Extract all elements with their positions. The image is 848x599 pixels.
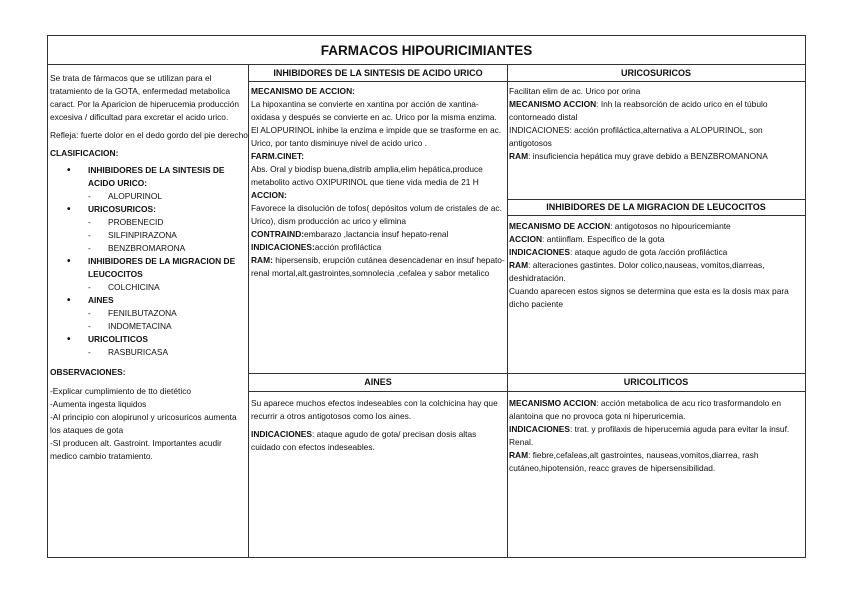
ram-label: RAM: — [251, 255, 273, 265]
drug-item: - FENILBUTAZONA — [88, 307, 248, 320]
group-name: INHIBIDORES DE LA MIGRACION DE LEUCOCITOS — [88, 256, 236, 279]
mecanismo-text: La hipoxantina se convierte en xantina por acción de xantina-oxidasa y después se convierte en ac. Urico por la misma enzima. El ALOPURINOL inhibe la enzima e impide que se trasforme en ac. Urico, por tanto disminuye nivel de acido urico . — [251, 99, 502, 148]
farmcinet-text: Abs. Oral y biodisp buena,distrib amplia,elim hepática,produce metabolito activo OXIPURINOL que tiene vida media de 21 H — [251, 164, 483, 187]
ram-text: : insuficiencia hepática muy grave debido a BENZBROMANONA — [528, 151, 768, 161]
group-sintesis — [88, 164, 248, 203]
observacion-item: -Explicar cumplimiento de tto dietético — [50, 386, 192, 396]
classification-list — [50, 164, 248, 359]
drug-item: - PROBENECID — [88, 216, 248, 229]
indicaciones-text: : trat. y profilaxis de hiperucemia aguda para evitar la insuf. Renal. — [509, 424, 790, 447]
leucocitos-body — [509, 220, 803, 311]
observacion-item: -SI producen alt. Gastroint. Importantes acudir medico cambio tratamiento. — [50, 438, 222, 461]
cell-uricoliticos — [507, 373, 805, 557]
mecanismo-label: MECANISMO ACCION — [509, 99, 597, 109]
indicaciones-text: : ataque agudo de gota/ precisan dosis altas cuidado con efectos indeseables. — [251, 429, 477, 452]
clasificacion-label: CLASIFICACION: — [50, 148, 119, 158]
observacion-item: -Al principio con alopirunol y uricosuricos aumenta los ataques de gota — [50, 412, 237, 435]
mecanismo-label: MECANISMO DE ACCION — [509, 221, 611, 231]
cell-sintesis — [249, 65, 507, 408]
uricosuricos-line1: Facilitan elim de ac. Urico por orina — [509, 86, 641, 96]
column-divider — [507, 65, 508, 557]
ram-label: RAM — [509, 151, 529, 161]
contraind-label: CONTRAIND: — [251, 229, 305, 239]
ram-label: RAM — [509, 260, 529, 270]
drug-list — [88, 190, 248, 203]
uricosuricos-body — [509, 85, 803, 163]
accion-label: ACCION: — [251, 190, 287, 200]
mecanismo-label: MECANISMO ACCION — [509, 398, 597, 408]
header-uricosuricos: URICOSURICOS — [507, 65, 805, 82]
drug-item: - BENZBROMARONA — [88, 242, 248, 255]
sintesis-body — [251, 85, 505, 280]
farmcinet-label: FARM.CINET: — [251, 151, 305, 161]
indicaciones-label: INDICACIONES — [251, 429, 312, 439]
drug-list — [88, 307, 248, 333]
ram-label: RAM — [509, 450, 529, 460]
accion-text: Favorece la disolución de tofos( depósitos volum de cristales de ac. Urico), dism producción ac urico y elimina — [251, 203, 502, 226]
uricoliticos-body — [509, 397, 803, 475]
contraind-text: embarazo ,lactancia insuf hepato-renal — [304, 229, 449, 239]
indicaciones-text: : ataque agudo de gota /acción profiláctica — [569, 247, 728, 257]
drug-item: - INDOMETACINA — [88, 320, 248, 333]
drug-item: - COLCHICINA — [88, 281, 248, 294]
observaciones-list — [50, 385, 248, 463]
group-uricoliticos — [88, 333, 248, 359]
cell-aines — [249, 373, 507, 557]
aines-text: Su aparece muchos efectos indeseables con la colchicina hay que recurrir a otros antigotosos como los aines. — [251, 398, 498, 421]
mecanismo-text: : antigotosos no hipouricemiante — [610, 221, 731, 231]
ram-text: : alteraciones gastintes. Dolor colico,nauseas, vomitos,diarreas, deshidratación. — [509, 260, 765, 283]
header-uricoliticos: URICOLITICOS — [507, 373, 805, 392]
leucocitos-note: Cuando aparecen estos signos se determina que esta es la dosis max para dicho paciente — [509, 286, 789, 309]
left-column — [48, 65, 249, 557]
accion-label: ACCION — [509, 234, 543, 244]
drug-list — [88, 346, 248, 359]
header-aines: AINES — [249, 373, 507, 392]
group-name: INHIBIDORES DE LA SINTESIS DE ACIDO URICO: — [88, 165, 225, 188]
group-uricosuricos — [88, 203, 248, 255]
drug-item: - RASBURICASA — [88, 346, 248, 359]
drug-table — [47, 35, 806, 558]
group-aines — [88, 294, 248, 333]
indicaciones-label: INDICACIONES — [509, 424, 570, 434]
header-sintesis: INHIBIDORES DE LA SINTESIS DE ACIDO URICO — [249, 65, 507, 82]
group-leucocitos — [88, 255, 248, 294]
group-name: URICOSURICOS: — [88, 204, 156, 214]
page-title: FARMACOS HIPOURICIMIANTES — [48, 36, 805, 65]
aines-body — [251, 397, 505, 454]
mecanismo-text: : Inh la reabsorción de acido urico en el túbulo contorneado distal — [509, 99, 768, 122]
indicaciones-label: INDICACIONES: — [251, 242, 315, 252]
drug-item: - SILFINPIRAZONA — [88, 229, 248, 242]
intro-text: Se trata de fármacos que se utilizan para el tratamiento de la GOTA, enfermedad metabolica caract. Por la Aparicion de hiperucemia producción excesiva / dificultad para excretar el acido urico. — [50, 73, 240, 122]
header-leucocitos: INHIBIDORES DE LA MIGRACION DE LEUCOCITOS — [507, 199, 805, 216]
indicaciones-text: acción profiláctica — [314, 242, 382, 252]
ram-text: hipersensib, erupción cutánea desencadenar en insuf hepato-renal mortal,alt.gastrointes,somnolecia ,cefalea y sabor metalico — [251, 255, 505, 278]
drug-item: - ALOPURINOL — [88, 190, 248, 203]
ram-text: : fiebre,cefaleas,alt gastrointes, nauseas,vomitos,diarrea, rash cutáneo,hipotensión, reacc graves de hipersensibilidad. — [509, 450, 759, 473]
drug-list — [88, 216, 248, 255]
indicaciones-label: INDICACIONES — [509, 247, 570, 257]
row-divider — [507, 199, 805, 200]
mecanismo-label: MECANISMO DE ACCION: — [251, 86, 355, 96]
mecanismo-text: : acción metabolica de acu rico trasformandolo en alantoina que no provoca gota ni hiperuricemia. — [509, 398, 781, 421]
group-name: AINES — [88, 295, 114, 305]
observacion-item: -Aumenta ingesta liquidos — [50, 399, 147, 409]
drug-list — [88, 281, 248, 294]
indicaciones-text: INDICACIONES: acción profiláctica,alternativa a ALOPURINOL, son antigotosos — [509, 125, 763, 148]
cell-uricosuricos — [507, 65, 805, 199]
accion-text: : antiinflam. Especifico de la gota — [542, 234, 665, 244]
observaciones-label: OBSERVACIONES: — [50, 367, 126, 377]
refleja-text: Refleja: fuerte dolor en el dedo gordo del pie derecho — [50, 130, 248, 140]
group-name: URICOLITICOS — [88, 334, 149, 344]
